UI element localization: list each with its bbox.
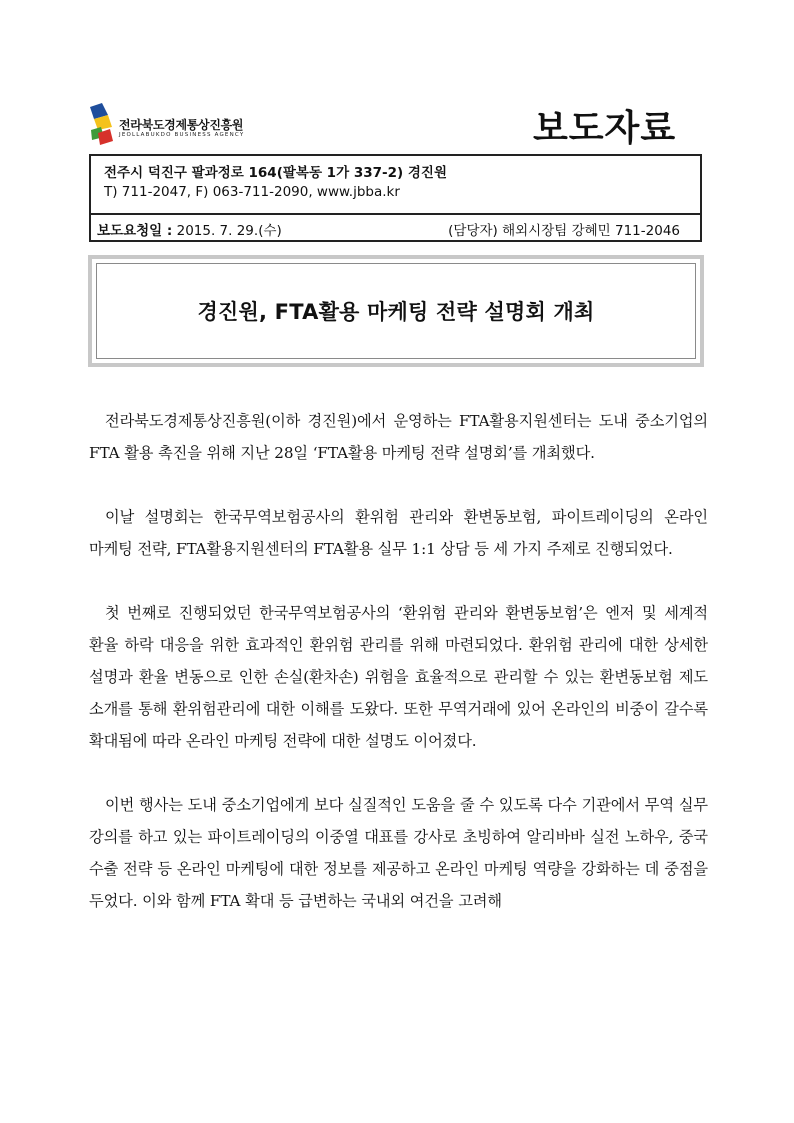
org-logo	[88, 103, 288, 145]
release-date-label: 보도요청일 :	[97, 223, 173, 239]
title-inner-frame	[96, 263, 696, 359]
title-box	[88, 255, 704, 367]
contact-line: T) 711-2047, F) 063-711-2090, www.jbba.kr	[104, 184, 400, 200]
release-date	[97, 219, 282, 239]
body-paragraph: 이번 행사는 도내 중소기업에게 보다 실질적인 도움을 줄 수 있도록 다수 기관에서 무역 실무 강의를 하고 있는 파이트레이딩의 이중열 대표를 강사로 초빙하여 알리바바 실전 노하우, 중국 수출 전략 등 온라인 마케팅에 대한 정보를 제공하고 온라인 마케팅 역량을 강화하는 데 중점을 두었다. 이와 함께 FTA 확대 등 급변하는 국내외 여건을 고려해	[89, 796, 708, 910]
info-divider	[91, 213, 700, 215]
info-box	[89, 154, 702, 242]
body-paragraph: 이날 설명회는 한국무역보험공사의 환위험 관리와 환변동보험, 파이트레이딩의 온라인 마케팅 전략, FTA활용지원센터의 FTA활용 실무 1:1 상담 등 세 가지 주제로 진행되었다.	[89, 508, 708, 558]
body-paragraph: 첫 번째로 진행되었던 한국무역보험공사의 ‘환위험 관리와 환변동보험’은 엔저 및 세계적 환율 하락 대응을 위한 효과적인 환위험 관리를 위해 마련되었다. 환위험 관리에 대한 상세한 설명과 환율 변동으로 인한 손실(환차손) 위험을 효율적으로 관리할 수 있는 환변동보험 제도 소개를 통해 환위험관리에 대한 이해를 도왔다. 또한 무역거래에 있어 온라인의 비중이 갈수록 확대됨에 따라 온라인 마케팅 전략에 대한 설명도 이어졌다.	[89, 604, 708, 750]
org-logo-mark-icon	[88, 103, 114, 145]
address-line: 전주시 덕진구 팔과정로 164(팔복동 1가 337-2) 경진원	[104, 165, 447, 181]
org-name-en: JEOLLABUKDO BUSINESS AGENCY	[119, 132, 245, 138]
contact-person: (담당자) 해외시장팀 강혜민 711-2046	[448, 223, 680, 239]
article-title: 경진원, FTA활용 마케팅 전략 설명회 개최	[197, 300, 595, 324]
article-body	[89, 405, 708, 917]
doc-type-heading: 보도자료	[533, 108, 677, 149]
body-paragraph: 전라북도경제통상진흥원(이하 경진원)에서 운영하는 FTA활용지원센터는 도내 중소기업의 FTA 활용 촉진을 위해 지난 28일 ‘FTA활용 마케팅 전략 설명회’를 개최했다.	[89, 412, 708, 462]
org-name: 전라북도경제통상진흥원	[119, 118, 244, 132]
release-date-value: 2015. 7. 29.(수)	[176, 223, 282, 239]
